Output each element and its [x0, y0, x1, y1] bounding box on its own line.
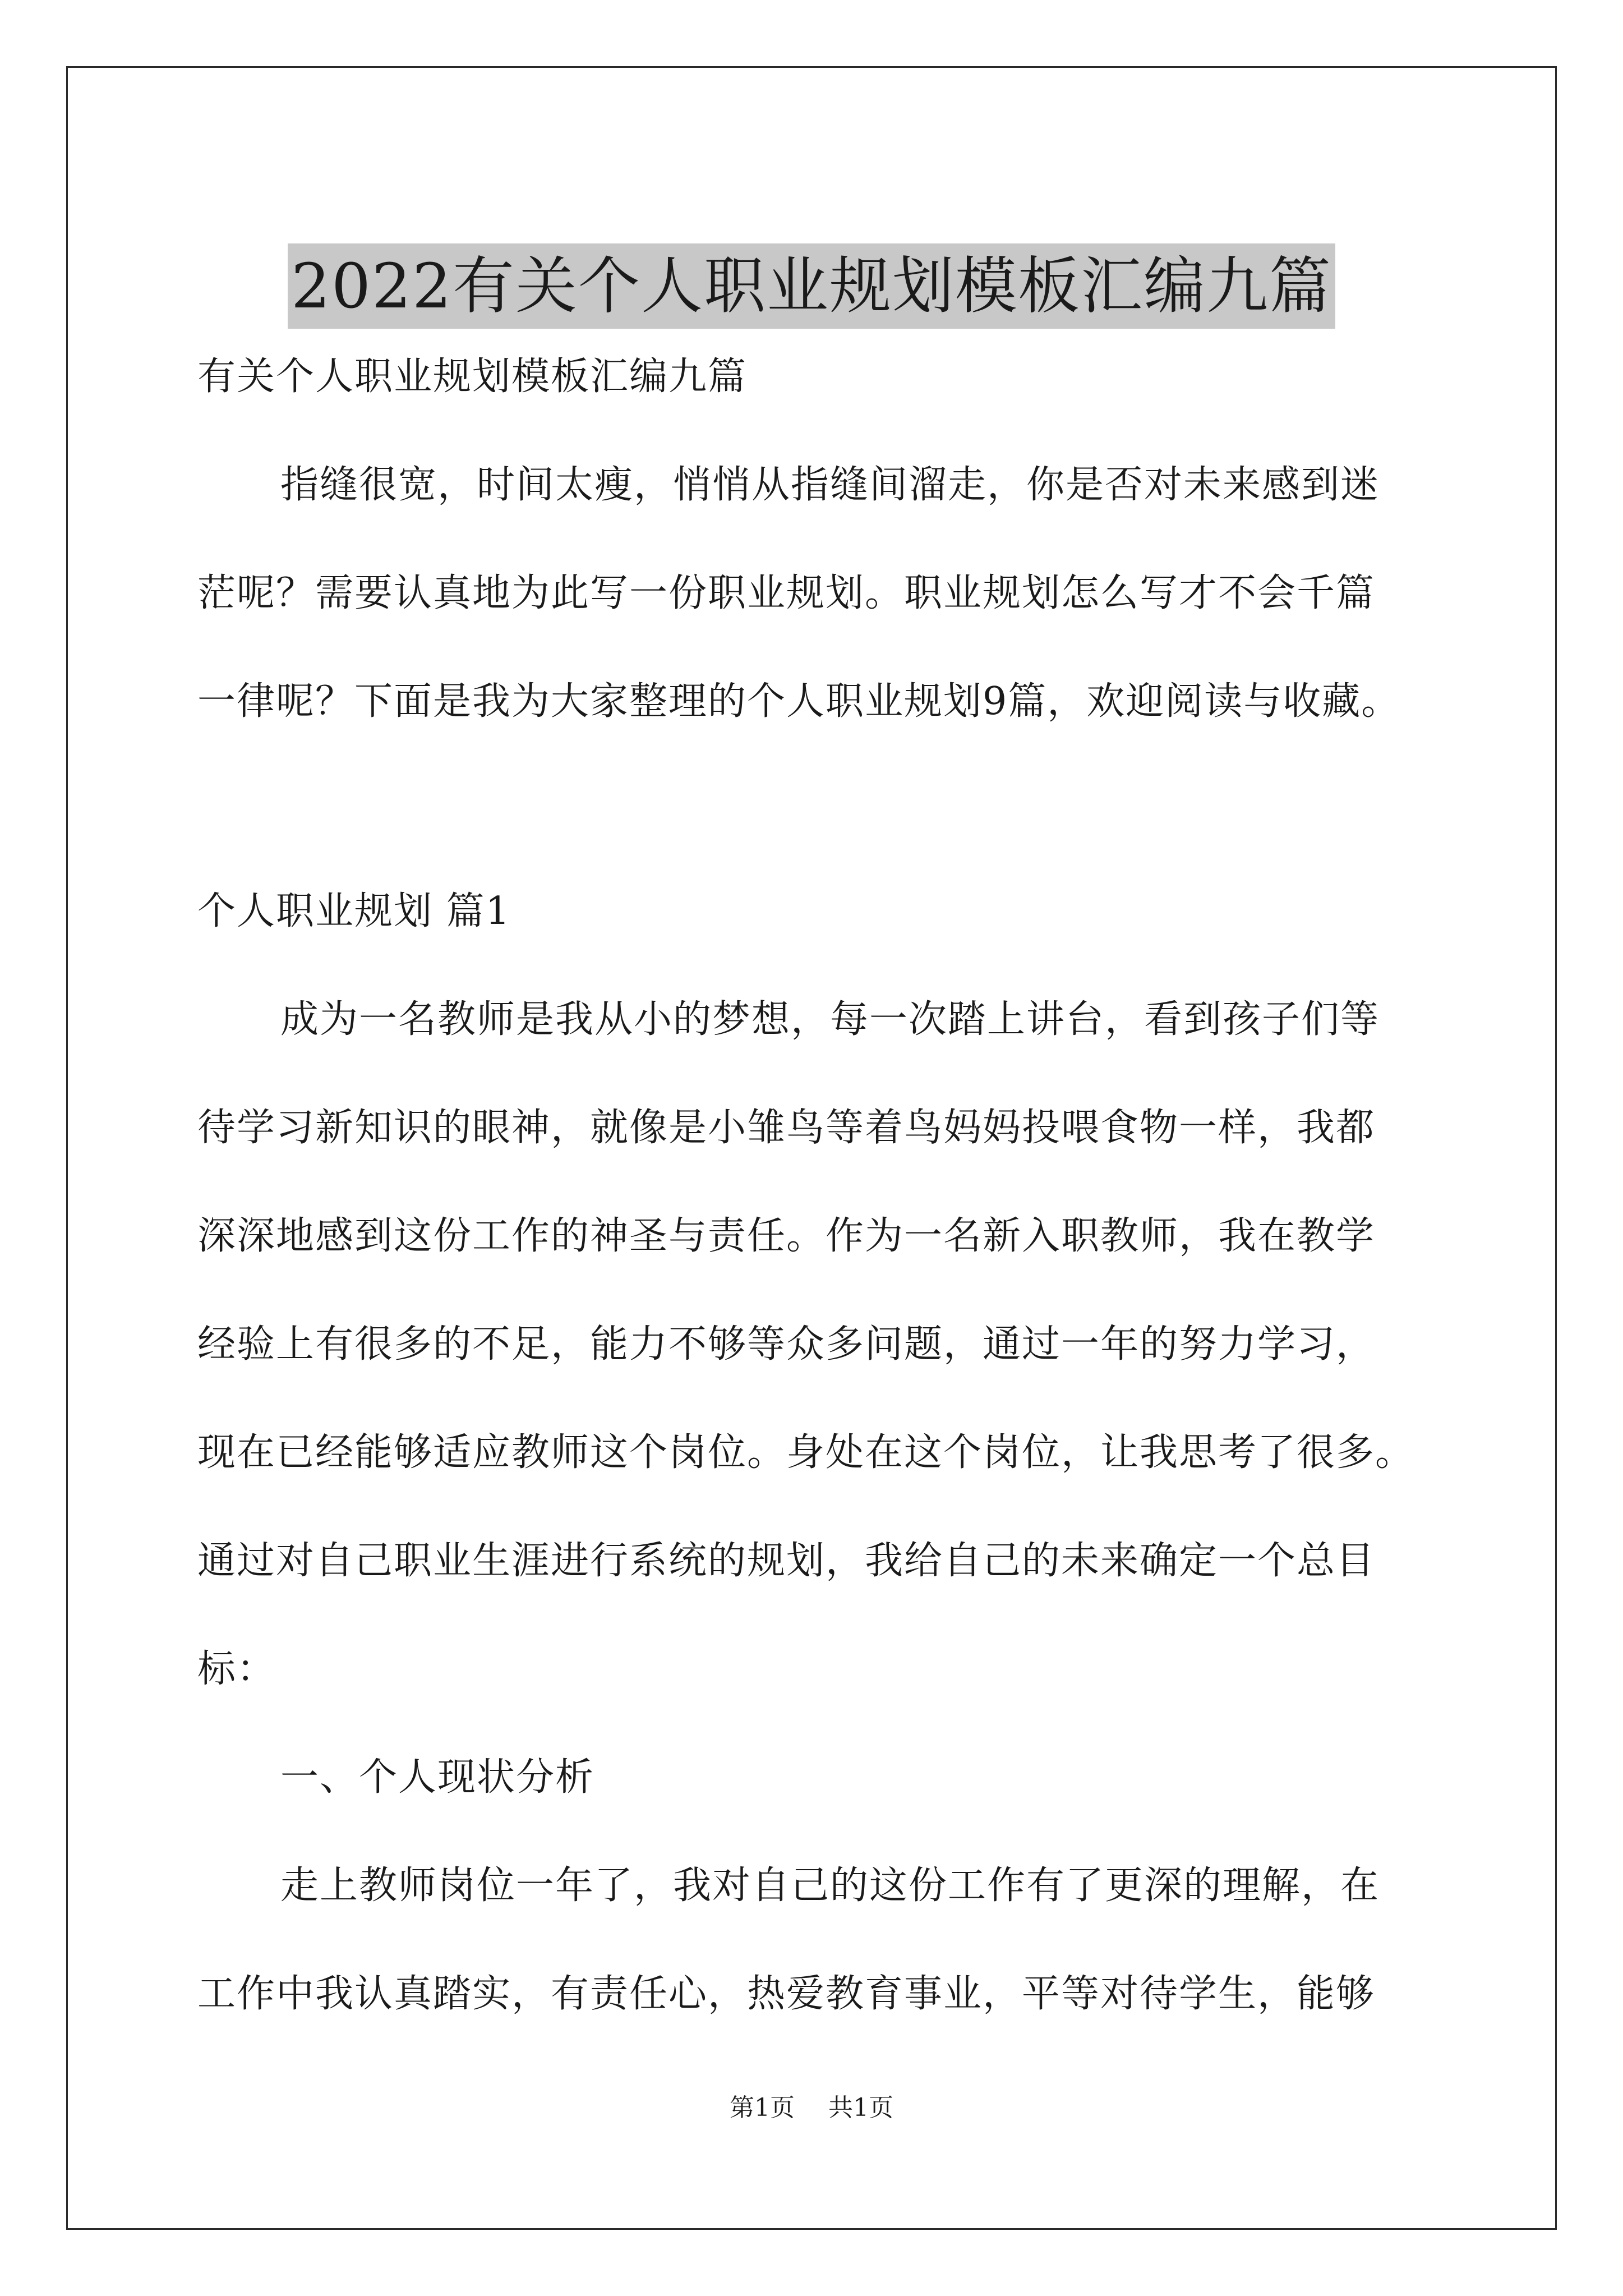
- paragraph-line: 指缝很宽，时间太瘦，悄悄从指缝间溜走，你是否对未来感到迷: [280, 463, 1380, 507]
- page-footer: [0, 2091, 1623, 2125]
- title-wrap: [0, 202, 1623, 370]
- paragraph-line: 工作中我认真踏实，有责任心，热爱教育事业，平等对待学生，能够: [197, 1972, 1376, 2016]
- paragraph-line: 经验上有很多的不足，能力不够等众多问题，通过一年的努力学习，: [197, 1322, 1376, 1366]
- page-number: 第1页: [730, 2093, 795, 2122]
- paragraph-line: 通过对自己职业生涯进行系统的规划，我给自己的未来确定一个总目: [197, 1539, 1376, 1583]
- paragraph-line: 茫呢？需要认真地为此写一份职业规划。职业规划怎么写才不会千篇: [197, 571, 1376, 615]
- document-title: 2022有关个人职业规划模板汇编九篇: [288, 243, 1335, 329]
- paragraph-line: 一律呢？下面是我为大家整理的个人职业规划9篇，欢迎阅读与收藏。: [197, 679, 1401, 724]
- paragraph-line: 待学习新知识的眼神，就像是小雏鸟等着鸟妈妈投喂食物一样，我都: [197, 1106, 1376, 1150]
- paragraph-line: 走上教师岗位一年了，我对自己的这份工作有了更深的理解，在: [280, 1864, 1380, 1908]
- subsection-heading: 一、个人现状分析: [280, 1755, 595, 1800]
- paragraph-line: 标：: [197, 1647, 276, 1691]
- paragraph-line: 成为一名教师是我从小的梦想，每一次踏上讲台，看到孩子们等: [280, 997, 1380, 1042]
- subtitle: 有关个人职业规划模板汇编九篇: [197, 355, 748, 399]
- paragraph-line: 现在已经能够适应教师这个岗位。身处在这个岗位，让我思考了很多。: [197, 1430, 1415, 1475]
- page-count: 共1页: [828, 2093, 893, 2122]
- section-heading: 个人职业规划 篇1: [197, 889, 511, 933]
- paragraph-line: 深深地感到这份工作的神圣与责任。作为一名新入职教师，我在教学: [197, 1214, 1376, 1258]
